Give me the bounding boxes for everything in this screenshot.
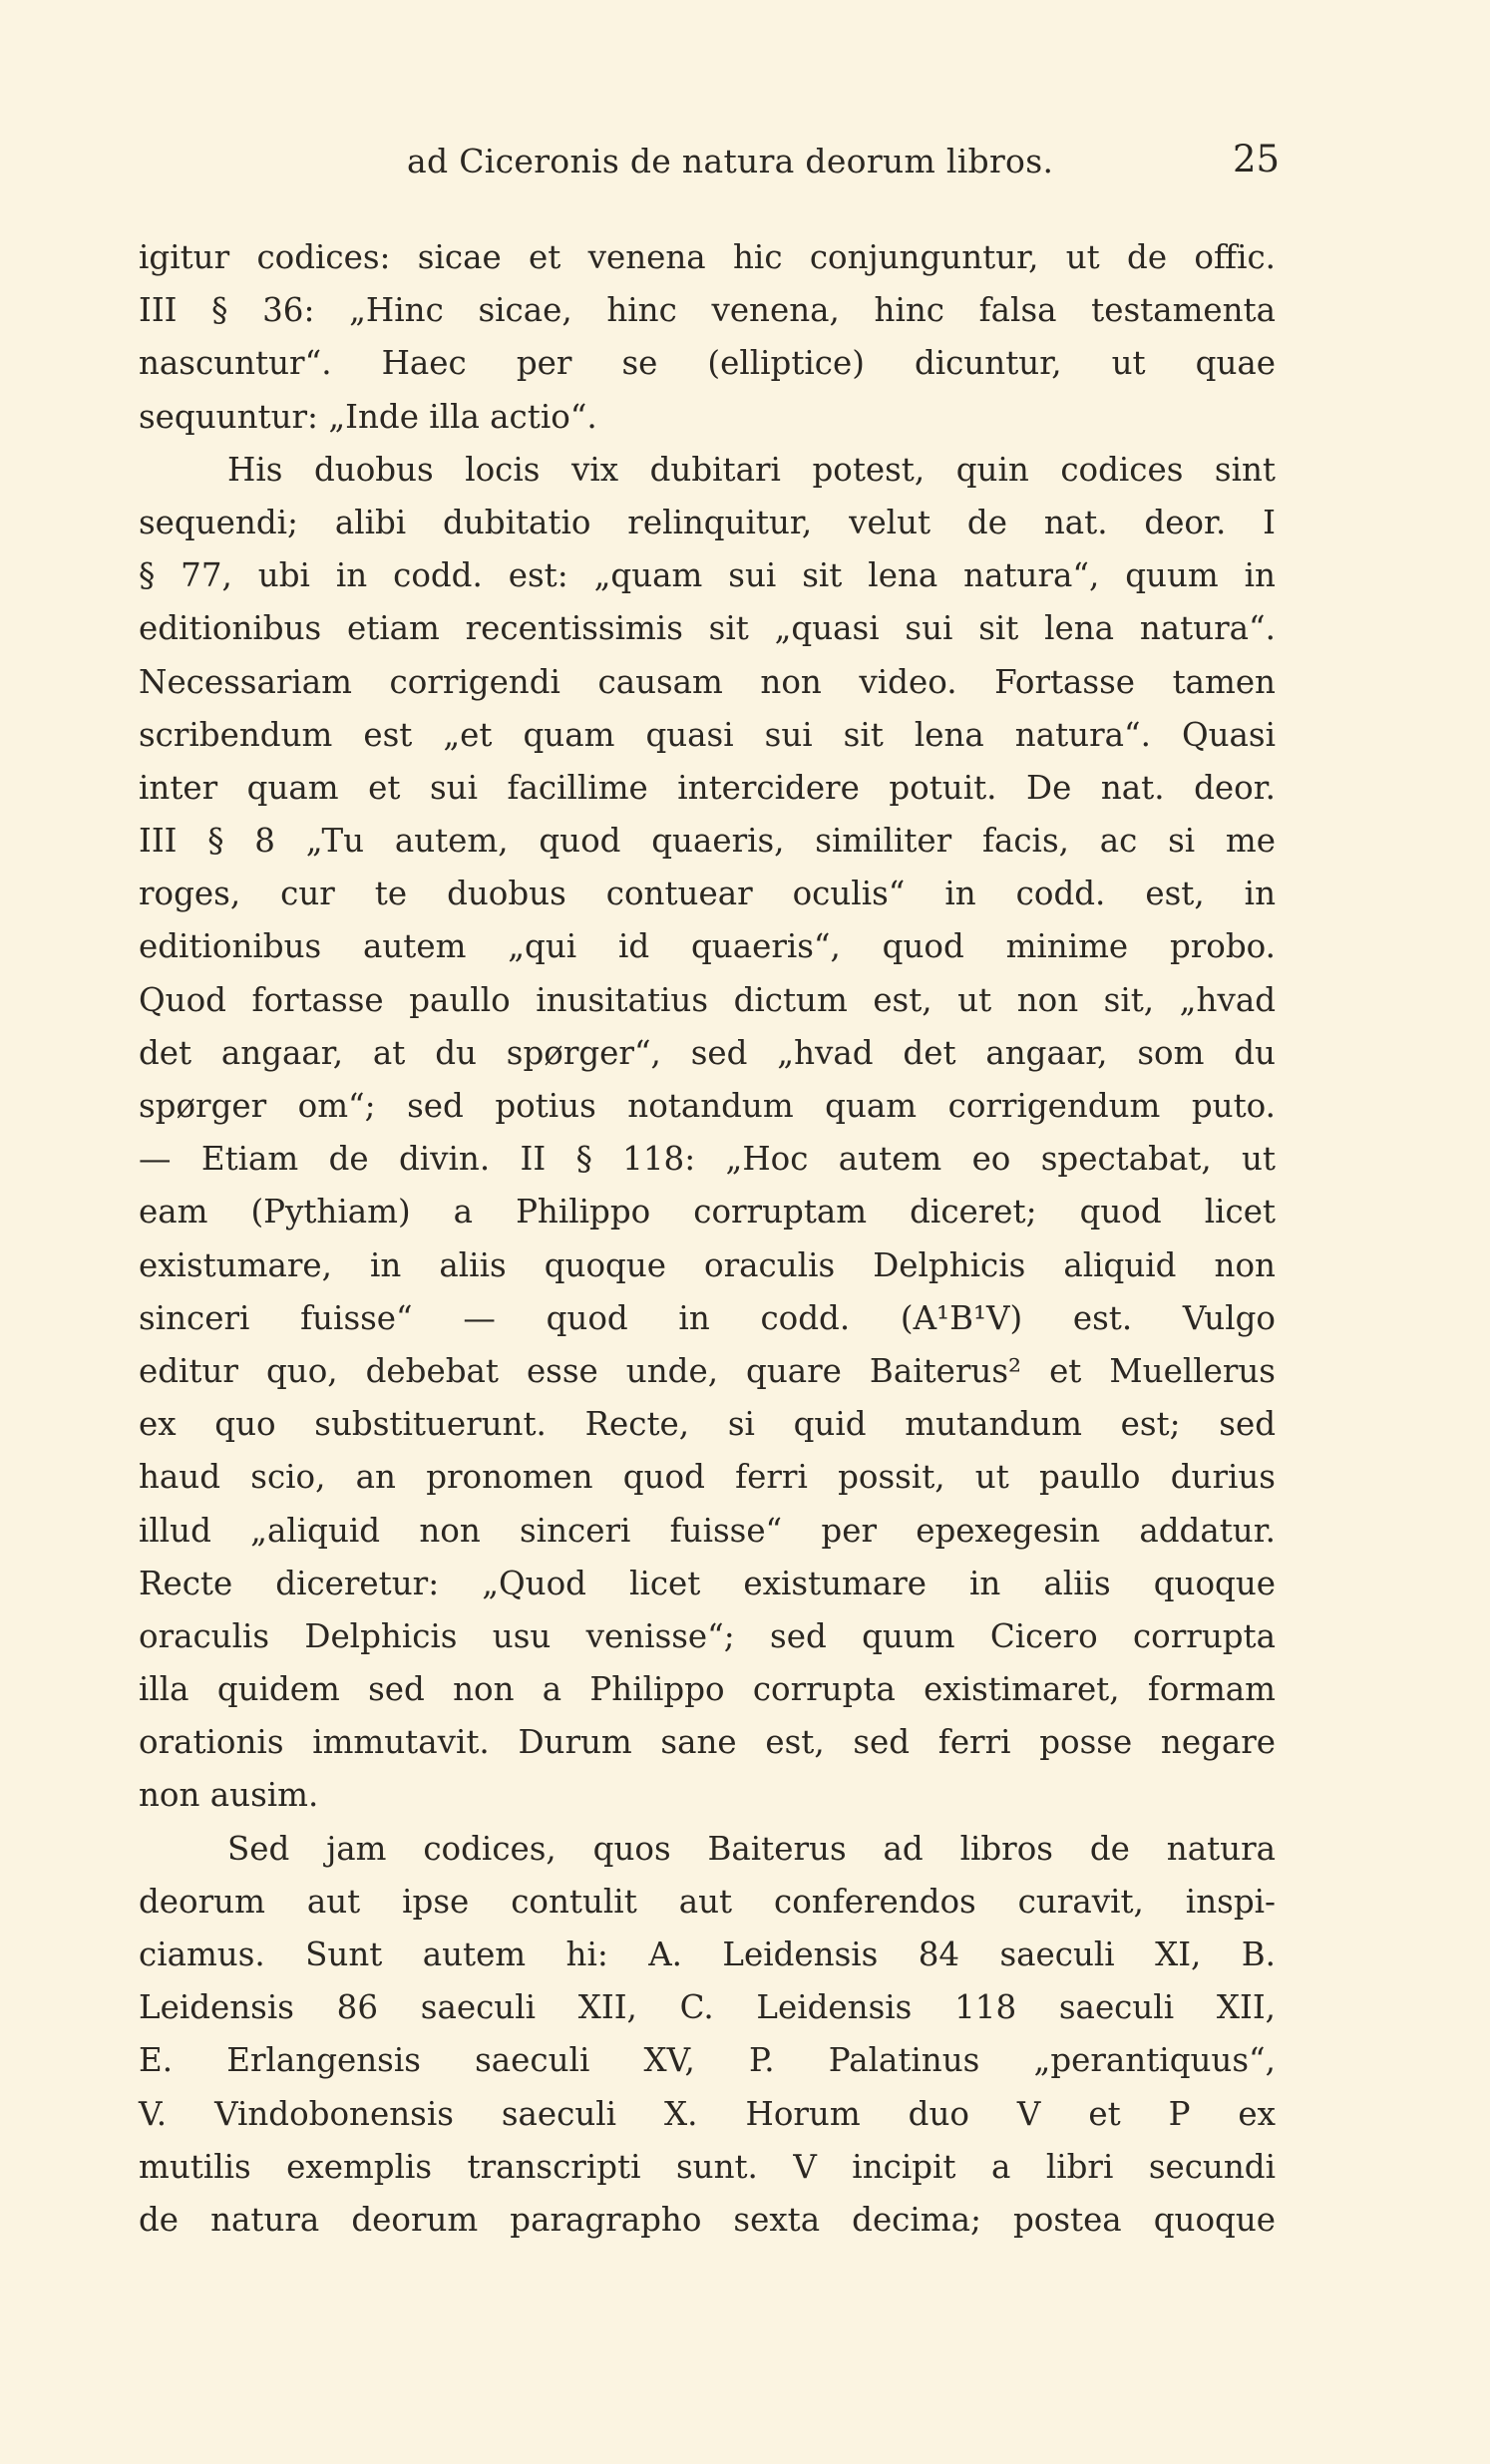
text-line: editionibus autem „qui id quaeris“, quod minime probo. (139, 927, 1276, 966)
text-line: His duobus locis vix dubitari potest, quin codices sint (227, 450, 1276, 489)
body-text (139, 231, 1276, 2247)
text-line: ex quo substituerunt. Recte, si quid mutandum est; sed (139, 1405, 1276, 1444)
text-line: ciamus. Sunt autem hi: A. Leidensis 84 saeculi XI, B. (139, 1936, 1276, 1973)
text-line: roges, cur te duobus contuear oculis“ in codd. est, in (139, 875, 1276, 913)
text-line: illa quidem sed non a Philippo corrupta existimaret, formam (139, 1670, 1276, 1709)
text-line: III § 8 „Tu autem, quod quaeris, similiter facis, ac si me (139, 822, 1276, 861)
text-line: Necessariam corrigendi causam non video. Fortasse tamen (139, 662, 1276, 701)
text-line: sequendi; alibi dubitatio relinquitur, velut de nat. deor. I (139, 503, 1276, 541)
text-line: eam (Pythiam) a Philippo corruptam diceret; quod licet (139, 1193, 1276, 1232)
text-line: illud „aliquid non sinceri fuisse“ per epexegesin addatur. (139, 1511, 1276, 1550)
text-line: igitur codices: sicae et venena hic conjunguntur, ut de offic. (139, 238, 1276, 276)
text-line: det angaar, at du spørger“, sed „hvad det angaar, som du (139, 1033, 1276, 1072)
running-title: ad Ciceronis de natura deorum libros. (407, 142, 1054, 180)
text-line: deorum aut ipse contulit aut conferendos curavit, inspi- (139, 1882, 1276, 1921)
text-line: haud scio, an pronomen quod ferri possit, ut paullo durius (139, 1458, 1276, 1497)
text-line: spørger om“; sed potius notandum quam corrigendum puto. (139, 1087, 1276, 1125)
text-line: Leidensis 86 saeculi XII, C. Leidensis 118 saeculi XII, (139, 1988, 1276, 2027)
text-line: — Etiam de divin. II § 118: „Hoc autem eo spectabat, ut (139, 1140, 1276, 1179)
text-line: non ausim. (139, 1776, 319, 1815)
text-line: § 77, ubi in codd. est: „quam sui sit lena natura“, quum in (139, 556, 1276, 595)
text-line: scribendum est „et quam quasi sui sit lena natura“. Quasi (139, 715, 1276, 754)
page-number: 25 (1233, 138, 1281, 180)
text-line: nascuntur“. Haec per se (elliptice) dicuntur, ut quae (139, 344, 1276, 383)
running-head (0, 138, 1490, 201)
text-line: editionibus etiam recentissimis sit „quasi sui sit lena natura“. (139, 609, 1276, 648)
text-line: sinceri fuisse“ — quod in codd. (A¹B¹V) est. Vulgo (139, 1298, 1276, 1337)
text-line: existumare, in aliis quoque oraculis Delphicis aliquid non (139, 1245, 1276, 1284)
text-line: Sed jam codices, quos Baiterus ad libros de natura (227, 1829, 1276, 1868)
text-line: V. Vindobonensis saeculi X. Horum duo V et P ex (139, 2094, 1276, 2133)
text-line: orationis immutavit. Durum sane est, sed ferri posse negare (139, 1723, 1276, 1762)
text-line: sequuntur: „Inde illa actio“. (139, 397, 597, 436)
text-line: oraculis Delphicis usu venisse“; sed quum Cicero corrupta (139, 1616, 1276, 1655)
text-line: Quod fortasse paullo inusitatius dictum est, ut non sit, „hvad (139, 980, 1276, 1019)
text-line: Recte diceretur: „Quod licet existumare in aliis quoque (139, 1564, 1276, 1602)
text-line: mutilis exemplis transcripti sunt. V incipit a libri secundi (139, 2147, 1276, 2186)
text-line: E. Erlangensis saeculi XV, P. Palatinus „perantiquus“, (139, 2041, 1276, 2080)
text-line: inter quam et sui facillime intercidere potuit. De nat. deor. (139, 768, 1276, 807)
text-line: III § 36: „Hinc sicae, hinc venena, hinc falsa testamenta (139, 291, 1276, 330)
text-line: editur quo, debebat esse unde, quare Baiterus² et Muellerus (139, 1351, 1276, 1390)
text-line: de natura deorum paragrapho sexta decima; postea quoque (139, 2200, 1276, 2239)
